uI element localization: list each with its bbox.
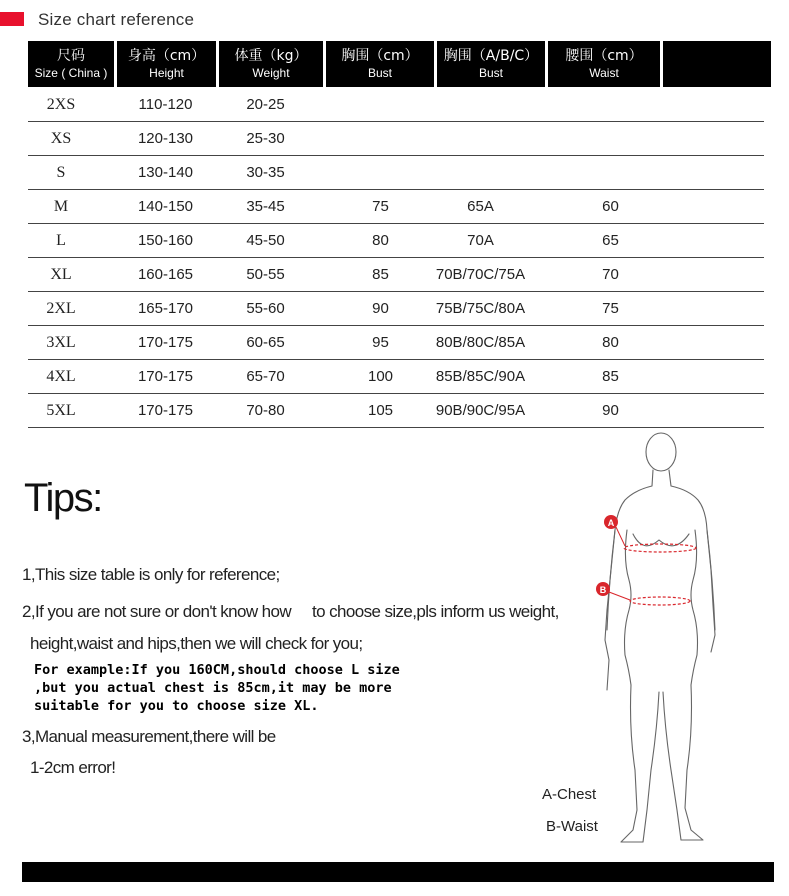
column-header-en: Bust — [367, 66, 392, 80]
column-header-zh: 腰围（cm） — [565, 48, 643, 64]
cell-height: 110-120 — [138, 96, 193, 113]
column-header-en: Size ( China ) — [34, 66, 108, 80]
size-table-body — [28, 88, 764, 428]
cell-weight: 60-65 — [246, 334, 285, 351]
column-header — [326, 41, 434, 87]
column-header-en: Height — [149, 66, 184, 80]
cell-weight: 55-60 — [246, 300, 285, 317]
cell-size: L — [56, 232, 66, 249]
column-header-zh: 尺码 — [57, 48, 85, 64]
column-header-zh: 胸围（A/B/C） — [443, 48, 539, 64]
cell-size: XS — [50, 130, 72, 147]
cell-height: 165-170 — [137, 300, 194, 317]
tip-line-2b: to choose size,pls inform us weight, — [312, 602, 559, 621]
column-header-en: Bust — [478, 66, 503, 80]
table-row — [28, 394, 764, 428]
column-header — [117, 41, 216, 87]
column-header — [28, 41, 114, 87]
cell-cup: 80B/80C/85A — [435, 334, 526, 351]
table-row — [28, 122, 764, 156]
cell-waist: 80 — [602, 334, 619, 351]
bottom-bar — [22, 862, 774, 882]
cell-size: XL — [50, 266, 72, 283]
cell-cup: 65A — [467, 198, 494, 215]
cell-bust: 75 — [372, 198, 389, 215]
column-header-en: Waist — [589, 66, 619, 80]
table-row — [28, 156, 764, 190]
cell-size: 2XS — [46, 96, 76, 113]
legend-chest: A-Chest — [542, 786, 597, 803]
cell-weight: 20-25 — [246, 96, 285, 113]
cell-waist: 85 — [602, 368, 619, 385]
cell-size: 3XL — [46, 334, 76, 351]
table-row — [28, 258, 764, 292]
column-header-en: Weight — [252, 66, 290, 80]
cell-weight: 70-80 — [246, 402, 285, 419]
example-text — [34, 661, 400, 715]
cell-weight: 35-45 — [246, 198, 285, 215]
column-header-zh: 胸围（cm） — [341, 48, 419, 64]
cell-height: 170-175 — [137, 334, 194, 351]
cell-size: 2XL — [46, 300, 76, 317]
cell-size: 5XL — [46, 402, 76, 419]
cell-waist — [563, 156, 658, 189]
table-row — [28, 224, 764, 258]
cell-cup: 90B/90C/95A — [435, 402, 526, 419]
cell-size: 4XL — [46, 368, 76, 385]
column-header — [437, 41, 545, 87]
cell-height: 170-175 — [137, 402, 194, 419]
table-row — [28, 190, 764, 224]
cell-cup: 75B/75C/80A — [435, 300, 526, 317]
cell-cup: 70A — [467, 232, 494, 249]
cell-waist: 75 — [602, 300, 619, 317]
cell-bust: 100 — [367, 368, 394, 385]
column-header — [548, 41, 660, 87]
cell-weight: 65-70 — [246, 368, 285, 385]
tips-title: Tips: — [24, 476, 102, 520]
cell-waist: 70 — [602, 266, 619, 283]
cell-bust: 95 — [372, 334, 389, 351]
cell-bust: 85 — [372, 266, 389, 283]
cell-waist — [563, 122, 658, 155]
cell-waist: 65 — [602, 232, 619, 249]
cell-height: 140-150 — [137, 198, 194, 215]
cell-bust: 90 — [372, 300, 389, 317]
cell-waist — [563, 88, 658, 121]
cell-bust: 80 — [372, 232, 389, 249]
legend-waist: B-Waist — [546, 818, 598, 835]
column-header — [663, 41, 771, 87]
reference-marker — [0, 12, 24, 26]
cell-cup — [423, 88, 538, 121]
cell-bust — [333, 122, 428, 155]
cell-height: 150-160 — [137, 232, 194, 249]
cell-height: 170-175 — [137, 368, 194, 385]
mannequin-figure — [585, 430, 735, 850]
column-header — [219, 41, 323, 87]
cell-bust — [333, 156, 428, 189]
tip-line-1: 1,This size table is only for reference; — [22, 565, 280, 584]
tip-line-3a: 3,Manual measurement,there will be — [22, 727, 276, 746]
example-line: suitable for you to choose size XL. — [34, 698, 319, 714]
table-row — [28, 360, 764, 394]
cell-weight: 50-55 — [246, 266, 285, 283]
tip-line-3b: 1-2cm error! — [30, 758, 116, 777]
marker-a-label: A — [607, 518, 615, 528]
cell-waist: 60 — [602, 198, 619, 215]
cell-weight: 45-50 — [246, 232, 285, 249]
cell-cup: 70B/70C/75A — [435, 266, 526, 283]
table-row — [28, 326, 764, 360]
column-header-zh: 体重（kg） — [234, 48, 308, 64]
cell-cup: 85B/85C/90A — [435, 368, 526, 385]
cell-height: 130-140 — [137, 164, 194, 181]
marker-b-label: B — [599, 585, 607, 595]
table-row — [28, 88, 764, 122]
cell-height: 160-165 — [137, 266, 194, 283]
cell-height: 120-130 — [137, 130, 194, 147]
example-line: For example:If you 160CM,should choose L size — [34, 662, 400, 678]
cell-weight: 30-35 — [246, 164, 285, 181]
tip-line-2c: height,waist and hips,then we will check for you; — [30, 634, 363, 653]
cell-size: M — [53, 198, 69, 215]
cell-bust: 105 — [367, 402, 394, 419]
tip-line-2a: 2,If you are not sure or don't know how — [22, 602, 292, 621]
column-header-zh: 身高（cm） — [127, 48, 206, 64]
cell-waist: 90 — [602, 402, 619, 419]
cell-bust — [333, 88, 428, 121]
cell-weight: 25-30 — [246, 130, 285, 147]
table-header — [28, 41, 774, 87]
cell-cup — [423, 156, 538, 189]
example-line: ,but you actual chest is 85cm,it may be more — [34, 680, 392, 696]
table-row — [28, 292, 764, 326]
cell-cup — [423, 122, 538, 155]
chart-title: Size chart reference — [38, 10, 195, 29]
cell-size: S — [56, 164, 66, 181]
